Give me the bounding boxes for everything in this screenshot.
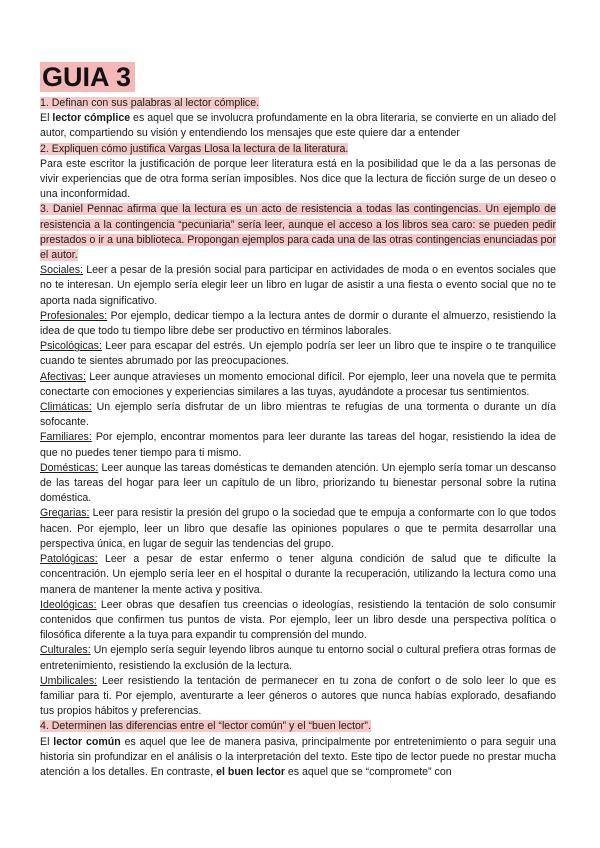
document-page — [40, 62, 556, 780]
contingency-text: Por ejemplo, dedicar tiempo a la lectura antes de dormir o durante el almuerzo, resistiendo la idea de que todo tu tiempo libre debe ser productivo en términos laborales. — [40, 309, 556, 338]
contingency-list — [40, 263, 556, 719]
contingency-item — [40, 370, 556, 400]
contingency-item — [40, 263, 556, 309]
contingency-text: Leer a pesar de la presión social para participar en actividades de moda o en eventos sociales que no te interesan. Un ejemplo sería elegir leer un libro en lugar de asistir a una fiesta o evento social que no te aporta nada significativo. — [40, 264, 556, 307]
question-4-text: 4. Determinen las diferencias entre el “lector común” y el “buen lector”. — [40, 720, 371, 733]
term-lector-complice: lector cómplice — [52, 112, 131, 125]
contingency-item — [40, 643, 556, 673]
contingency-item — [40, 309, 556, 339]
term-lector-comun: lector común — [53, 735, 121, 748]
contingency-label: Sociales: — [40, 264, 83, 277]
contingency-label: Psicológicas: — [40, 340, 102, 353]
question-4 — [40, 719, 556, 734]
question-1 — [40, 96, 556, 111]
contingency-label: Ideológicas: — [40, 598, 97, 611]
term-buen-lector: el buen lector — [216, 765, 285, 778]
contingency-label: Umbilicales: — [40, 674, 98, 687]
question-3-text: 3. Daniel Pennac afirma que la lectura es un acto de resistencia a todas las contingencias. Un ejemplo de resistencia a la contingencia “pecuniaria” sería leer, aunque el acceso a los libros sea caro: se pueden pedir prestados o ir a una biblioteca. Propongan ejemplos para cada una de las otras contingencias enunciadas por el autor. — [40, 203, 556, 262]
answer-1-rest: es aquel que se involucra profundamente en la obra literaria, se convierte en un aliado del autor, compartiendo su visión y entendiendo los mensajes que este quiere dar a entender — [40, 112, 556, 140]
answer-1-lead: El — [40, 112, 53, 125]
contingency-item — [40, 400, 556, 430]
answer-4-part-1: El — [40, 735, 54, 748]
answer-4 — [40, 735, 556, 781]
answer-4-part-3: es aquel que se “compromete” con — [284, 765, 452, 778]
contingency-text: Por ejemplo, encontrar momentos para leer durante las tareas del hogar, resistiendo la idea de que no puedes tener tiempo para ti mismo. — [40, 431, 556, 459]
contingency-item — [40, 674, 556, 720]
contingency-text: Leer aunque las tareas domésticas te demanden atención. Un ejemplo sería tomar un descanso de las tareas del hogar para leer un capítulo de un libro, priorizando tu bienestar personal sobre la rutina doméstica. — [40, 461, 556, 505]
answer-4-part-2: es aquel que lee de manera pasiva, principalmente por entretenimiento o para seguir una historia sin profundizar en el análisis o la interpretación del texto. Este tipo de lector puede no prestar mucha atención a los detalles. En contraste, — [40, 735, 556, 778]
contingency-item — [40, 339, 556, 369]
question-2 — [40, 142, 556, 157]
contingency-item — [40, 552, 556, 598]
contingency-label: Patológicas: — [40, 553, 98, 566]
contingency-text: Un ejemplo sería seguir leyendo libros aunque tu entorno social o cultural prefiera otras formas de entretenimiento, resistiendo la exclusión de la lectura. — [40, 644, 556, 672]
contingency-text: Leer resistiendo la tentación de permanecer en tu zona de confort o de solo leer lo que es familiar para ti. Por ejemplo, aventurarte a leer géneros o autores que nunca habías explorado, desafiando tus propios hábitos y preferencias. — [40, 674, 556, 718]
contingency-text: Leer a pesar de estar enfermo o tener alguna condición de salud que te dificulte la concentración. Un ejemplo sería leer en el hospital o durante la recuperación, utilizando la lectura como una manera de mantener la mente activa y positiva. — [40, 553, 556, 596]
answer-2: Para este escritor la justificación de porque leer literatura está en la posibilidad que le da a las personas de vivir experiencias que de otra forma serían imposibles. Nos dice que la lectura de ficción surge de un deseo o una inconformidad. — [40, 157, 556, 201]
contingency-text: Leer para escapar del estrés. Un ejemplo podría ser leer un libro que te inspire o te tranquilice cuando te sientes abrumado por las preocupaciones. — [40, 340, 556, 368]
question-3 — [40, 202, 556, 263]
page-title: GUIA 3 — [40, 62, 135, 92]
answer-1 — [40, 111, 556, 141]
contingency-item — [40, 506, 556, 552]
contingency-text: Leer obras que desafíen tus creencias o ideologías, resistiendo la tentación de solo consumir contenidos que confirmen tus puntos de vista. Por ejemplo, leer un libro desde una perspectiva política o filosófica diferente a la tuya para expandir tu comprensión del mundo. — [40, 598, 556, 642]
contingency-label: Culturales: — [40, 644, 91, 657]
contingency-label: Domésticas: — [40, 461, 99, 474]
contingency-text: Leer para resistir la presión del grupo o la sociedad que te empuja a conformarte con lo que todos hacen. Por ejemplo, leer un libro que desafíe las opiniones populares o que te permita desarrollar una perspectiva única, en lugar de seguir las tendencias del grupo. — [40, 507, 556, 550]
contingency-label: Climáticas: — [40, 401, 92, 414]
contingency-text: Leer aunque atravieses un momento emocional difícil. Por ejemplo, leer una novela que te permita conectarte con emociones y experiencias similares a las tuyas, ayudándote a procesar tus sentimientos. — [40, 370, 556, 398]
contingency-label: Profesionales: — [40, 309, 108, 322]
contingency-text: Un ejemplo sería disfrutar de un libro mientras te refugias de una tormenta o durante un día sofocante. — [40, 401, 556, 429]
contingency-label: Gregarias: — [40, 507, 90, 520]
contingency-item — [40, 430, 556, 460]
contingency-label: Familiares: — [40, 431, 92, 444]
contingency-item — [40, 461, 556, 507]
question-2-text: 2. Expliquen cómo justifica Vargas Llosa la lectura de la literatura. — [40, 142, 349, 155]
question-1-text: 1. Definan con sus palabras al lector cómplice. — [40, 97, 260, 109]
contingency-label: Afectivas: — [40, 370, 86, 383]
contingency-item — [40, 598, 556, 644]
